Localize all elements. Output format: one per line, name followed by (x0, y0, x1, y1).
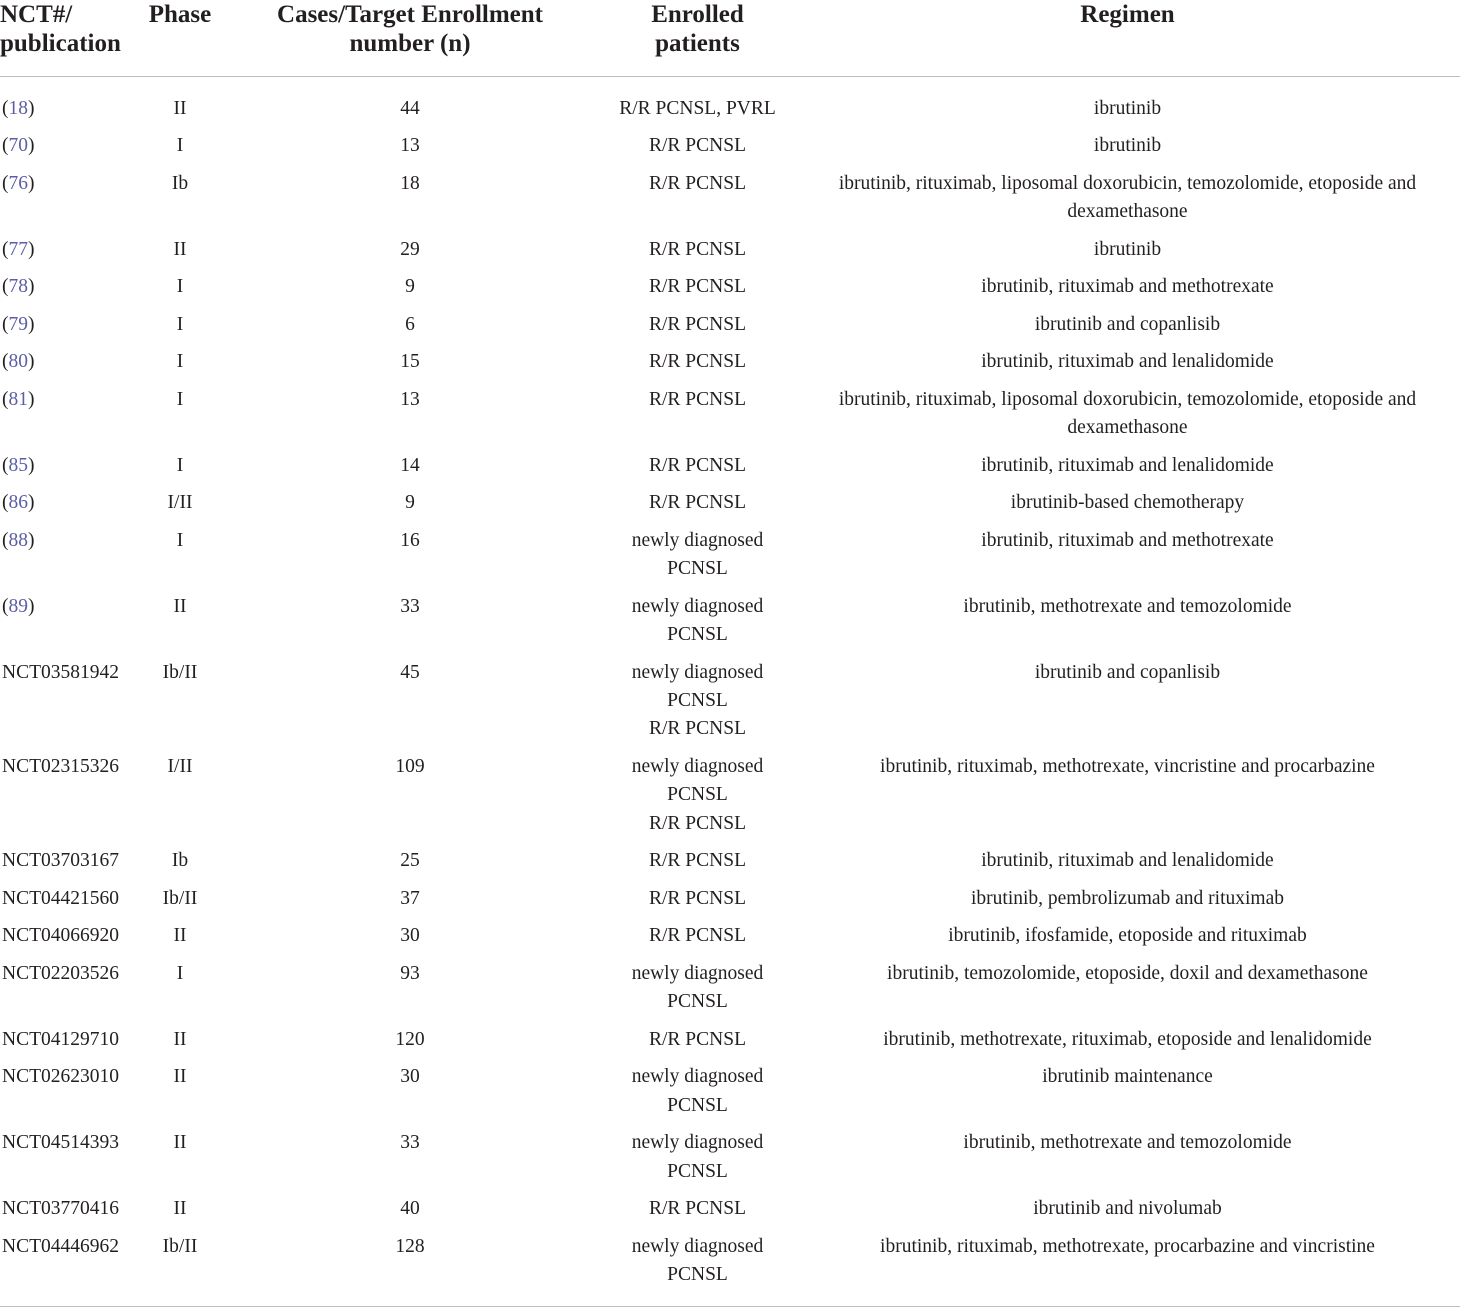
cell-phase: Ib/II (162, 1235, 198, 1257)
enrolled-patients-line: R/R PCNSL (649, 238, 746, 260)
ref-close-paren: ) (28, 276, 35, 298)
cell-regimen (795, 77, 1460, 133)
ref-close-paren: ) (28, 351, 35, 373)
cell-cases: 109 (395, 756, 425, 777)
nct-number: NCT04421560 (2, 887, 119, 909)
table-row (0, 593, 1460, 659)
regimen-line: ibrutinib, rituximab and lenalidomide (981, 850, 1274, 872)
table-row (0, 1195, 1460, 1233)
cell-nct-publication (0, 1063, 140, 1129)
cell-regimen (795, 132, 1460, 170)
regimen-line: ibrutinib, methotrexate and temozolomide (963, 1132, 1292, 1154)
cell-phase: II (173, 238, 187, 260)
table-row (0, 1063, 1460, 1129)
enrolled-patients-line: R/R PCNSL (649, 850, 746, 872)
cell-nct-publication[interactable] (0, 527, 140, 593)
regimen-line: ibrutinib and nivolumab (1033, 1198, 1222, 1220)
cell-nct-publication[interactable] (0, 348, 140, 386)
enrolled-patients-line: R/R PCNSL (649, 313, 746, 335)
enrolled-patients-line: PCNSL (667, 1160, 728, 1182)
ref-close-paren: ) (28, 313, 35, 335)
table-bottom-rule (0, 1306, 1460, 1307)
cell-phase: Ib/II (162, 887, 198, 909)
reference-link[interactable]: 79 (8, 313, 28, 335)
enrolled-patients-line: newly diagnosed (631, 1132, 764, 1154)
cell-cases: 44 (400, 97, 420, 119)
cell-enrolled-patients (600, 1063, 795, 1129)
nct-number: NCT02203526 (2, 962, 119, 984)
cell-cases: 30 (400, 1066, 420, 1088)
ref-close-paren: ) (28, 492, 35, 514)
cell-regimen (795, 753, 1460, 847)
enrolled-patients-line: PCNSL (667, 784, 728, 806)
cell-cases: 33 (400, 595, 420, 617)
cell-cases: 9 (405, 492, 415, 514)
ref-open-paren: ( (2, 388, 9, 410)
regimen-line: ibrutinib, methotrexate and temozolomide (963, 595, 1292, 617)
ref-open-paren: ( (2, 454, 9, 476)
cell-regimen (795, 273, 1460, 311)
table-row (0, 1129, 1460, 1195)
cell-regimen (795, 170, 1460, 236)
cell-nct-publication[interactable] (0, 593, 140, 659)
cell-regimen (795, 348, 1460, 386)
cell-regimen (795, 847, 1460, 885)
table-row (0, 452, 1460, 490)
table-row (0, 753, 1460, 847)
table-row (0, 273, 1460, 311)
regimen-line: ibrutinib (1093, 135, 1162, 157)
enrolled-patients-line: PCNSL (667, 558, 728, 580)
regimen-line: ibrutinib, rituximab and methotrexate (981, 530, 1274, 552)
cell-enrolled-patients (600, 960, 795, 1026)
cell-enrolled-patients (600, 236, 795, 274)
enrolled-patients-line: R/R PCNSL (649, 887, 746, 909)
nct-number: NCT04066920 (2, 925, 119, 947)
ref-close-paren: ) (28, 595, 35, 617)
enrolled-patients-line: newly diagnosed (631, 756, 764, 777)
cell-cases: 128 (395, 1235, 425, 1257)
cell-phase: Ib/II (162, 661, 198, 683)
ref-close-paren: ) (28, 530, 35, 552)
regimen-line: ibrutinib, rituximab and methotrexate (981, 276, 1274, 298)
cell-nct-publication (0, 960, 140, 1026)
table-row (0, 348, 1460, 386)
header-row (0, 0, 1460, 77)
cell-phase: I/II (167, 492, 193, 514)
nct-number: NCT03703167 (2, 850, 119, 872)
cell-regimen (795, 527, 1460, 593)
table-row (0, 132, 1460, 170)
nct-number: NCT02315326 (2, 756, 119, 777)
ref-open-paren: ( (2, 238, 9, 260)
enrolled-patients-line: R/R PCNSL (649, 1028, 746, 1050)
enrolled-patients-line: R/R PCNSL (649, 454, 746, 476)
table-header (0, 0, 1460, 77)
reference-link[interactable]: 78 (8, 276, 28, 298)
cell-nct-publication (0, 1026, 140, 1064)
table-row (0, 489, 1460, 527)
nct-number: NCT04446962 (2, 1235, 119, 1257)
cell-cases: 29 (400, 238, 420, 260)
cell-phase: II (173, 925, 187, 947)
header-enrolled-patients: Enrolled patients (600, 0, 795, 77)
enrolled-patients-line: newly diagnosed (631, 962, 764, 984)
cell-enrolled-patients (600, 452, 795, 490)
ref-open-paren: ( (2, 351, 9, 373)
cell-cases: 37 (400, 887, 420, 909)
cell-enrolled-patients (600, 753, 795, 847)
regimen-line: ibrutinib, rituximab, liposomal doxorubicin, temozolomide, etoposide and (838, 172, 1417, 194)
table-row (0, 847, 1460, 885)
table-row (0, 1233, 1460, 1300)
cell-cases: 16 (400, 530, 420, 552)
cell-phase: II (173, 595, 187, 617)
cell-cases: 6 (405, 313, 415, 335)
regimen-line: ibrutinib, methotrexate, rituximab, etoposide and lenalidomide (883, 1028, 1372, 1050)
cell-phase: I (176, 351, 184, 373)
enrolled-patients-line: PCNSL (667, 624, 728, 646)
table-row (0, 659, 1460, 753)
reference-link[interactable]: 88 (8, 530, 28, 552)
cell-nct-publication (0, 1129, 140, 1195)
cell-enrolled-patients (600, 170, 795, 236)
cell-regimen (795, 593, 1460, 659)
enrolled-patients-line: newly diagnosed (631, 1235, 764, 1257)
cell-phase: I (176, 276, 184, 298)
reference-link[interactable]: 70 (8, 135, 28, 157)
regimen-line: ibrutinib and copanlisib (1034, 313, 1221, 335)
cell-phase: Ib (171, 850, 189, 872)
enrolled-patients-line: newly diagnosed (631, 530, 764, 552)
cell-cases: 25 (400, 850, 420, 872)
cell-nct-publication[interactable] (0, 489, 140, 527)
cell-phase: I (176, 962, 184, 984)
nct-number: NCT04129710 (2, 1028, 119, 1050)
enrolled-patients-line: R/R PCNSL (649, 925, 746, 947)
regimen-line: ibrutinib, rituximab and lenalidomide (981, 351, 1274, 373)
table-body (0, 77, 1460, 1300)
header-regimen: Regimen (795, 0, 1460, 77)
cell-cases: 30 (400, 925, 420, 947)
cell-phase: I (176, 313, 184, 335)
cell-regimen (795, 1195, 1460, 1233)
regimen-line: ibrutinib, temozolomide, etoposide, doxil and dexamethasone (887, 962, 1368, 984)
enrolled-patients-line: PCNSL (667, 1094, 728, 1116)
cell-nct-publication (0, 885, 140, 923)
cell-cases: 120 (395, 1028, 425, 1050)
cell-cases: 18 (400, 172, 420, 194)
cell-regimen (795, 885, 1460, 923)
enrolled-patients-line: R/R PCNSL (649, 276, 746, 298)
cell-nct-publication (0, 922, 140, 960)
cell-enrolled-patients (600, 1129, 795, 1195)
nct-number: NCT02623010 (2, 1066, 119, 1088)
cell-phase: I (176, 135, 184, 157)
enrolled-patients-line: R/R PCNSL (649, 718, 746, 740)
enrolled-patients-line: newly diagnosed (631, 595, 764, 617)
cell-phase: I (176, 388, 184, 410)
header-phase: Phase (140, 0, 220, 77)
cell-nct-publication[interactable] (0, 170, 140, 236)
cell-regimen (795, 311, 1460, 349)
cell-enrolled-patients (600, 1233, 795, 1300)
ref-open-paren: ( (2, 313, 9, 335)
cell-regimen (795, 1026, 1460, 1064)
regimen-line: dexamethasone (1067, 200, 1188, 222)
cell-enrolled-patients (600, 348, 795, 386)
ref-close-paren: ) (28, 238, 35, 260)
regimen-line: dexamethasone (1067, 417, 1188, 439)
table-row (0, 527, 1460, 593)
cell-enrolled-patients (600, 1195, 795, 1233)
header-nct-publication: NCT#/ publication (0, 0, 140, 77)
enrolled-patients-line: R/R PCNSL (649, 1198, 746, 1220)
table-row (0, 1026, 1460, 1064)
regimen-line: ibrutinib, rituximab, methotrexate, vincristine and procarbazine (880, 756, 1375, 777)
ref-open-paren: ( (2, 492, 9, 514)
cell-nct-publication[interactable] (0, 452, 140, 490)
cell-cases: 33 (400, 1132, 420, 1154)
table-row (0, 77, 1460, 133)
enrolled-patients-line: R/R PCNSL (649, 388, 746, 410)
regimen-line: ibrutinib, ifosfamide, etoposide and rituximab (948, 925, 1307, 947)
enrolled-patients-line: R/R PCNSL (649, 135, 746, 157)
cell-enrolled-patients (600, 593, 795, 659)
cell-nct-publication[interactable] (0, 77, 140, 133)
ref-open-paren: ( (2, 595, 9, 617)
cell-cases: 14 (400, 454, 420, 476)
ref-open-paren: ( (2, 97, 9, 119)
enrolled-patients-line: newly diagnosed (631, 1066, 764, 1088)
cell-enrolled-patients (600, 922, 795, 960)
cell-nct-publication[interactable] (0, 273, 140, 311)
cell-nct-publication (0, 1233, 140, 1300)
cell-phase: I (176, 454, 184, 476)
enrolled-patients-line: newly diagnosed (631, 661, 764, 683)
ref-close-paren: ) (28, 454, 35, 476)
cell-cases: 9 (405, 276, 415, 298)
cell-enrolled-patients (600, 1026, 795, 1064)
cell-regimen (795, 489, 1460, 527)
enrolled-patients-line: PCNSL (667, 1264, 728, 1286)
regimen-line: ibrutinib (1093, 238, 1162, 260)
cell-cases: 13 (400, 135, 420, 157)
cell-phase: I/II (167, 756, 193, 777)
enrolled-patients-line: PCNSL (667, 991, 728, 1013)
cell-phase: II (173, 1198, 187, 1220)
cell-enrolled-patients (600, 273, 795, 311)
enrolled-patients-line: R/R PCNSL, PVRL (619, 97, 776, 119)
ref-open-paren: ( (2, 276, 9, 298)
cell-enrolled-patients (600, 132, 795, 170)
cell-regimen (795, 960, 1460, 1026)
cell-nct-publication (0, 659, 140, 753)
cell-enrolled-patients (600, 885, 795, 923)
enrolled-patients-line: PCNSL (667, 690, 728, 712)
cell-enrolled-patients (600, 527, 795, 593)
ref-open-paren: ( (2, 172, 9, 194)
regimen-line: ibrutinib maintenance (1042, 1066, 1213, 1088)
enrolled-patients-line: R/R PCNSL (649, 172, 746, 194)
cell-enrolled-patients (600, 386, 795, 452)
cell-enrolled-patients (600, 847, 795, 885)
cell-cases: 13 (400, 388, 420, 410)
regimen-line: ibrutinib and copanlisib (1034, 661, 1221, 683)
cell-nct-publication[interactable] (0, 132, 140, 170)
cell-regimen (795, 922, 1460, 960)
table-row (0, 311, 1460, 349)
reference-link[interactable]: 85 (8, 454, 28, 476)
reference-link[interactable]: 18 (8, 97, 28, 119)
cell-nct-publication (0, 1195, 140, 1233)
ref-close-paren: ) (28, 172, 35, 194)
regimen-line: ibrutinib, rituximab, liposomal doxorubicin, temozolomide, etoposide and (838, 388, 1417, 410)
cell-phase: II (173, 1028, 187, 1050)
cell-enrolled-patients (600, 489, 795, 527)
nct-number: NCT03581942 (2, 661, 119, 683)
ref-close-paren: ) (28, 135, 35, 157)
enrolled-patients-line: R/R PCNSL (649, 492, 746, 514)
cell-nct-publication[interactable] (0, 311, 140, 349)
nct-number: NCT03770416 (2, 1198, 119, 1220)
cell-cases: 93 (400, 962, 420, 984)
regimen-line: ibrutinib, rituximab and lenalidomide (981, 454, 1274, 476)
cell-nct-publication[interactable] (0, 386, 140, 452)
cell-nct-publication[interactable] (0, 236, 140, 274)
cell-cases: 40 (400, 1198, 420, 1220)
ref-open-paren: ( (2, 530, 9, 552)
enrolled-patients-line: R/R PCNSL (649, 812, 746, 834)
table-row (0, 236, 1460, 274)
enrolled-patients-line: R/R PCNSL (649, 351, 746, 373)
reference-link[interactable]: 81 (8, 388, 28, 410)
reference-link[interactable]: 77 (8, 238, 28, 260)
reference-link[interactable]: 86 (8, 492, 28, 514)
cell-enrolled-patients (600, 659, 795, 753)
regimen-line: ibrutinib, rituximab, methotrexate, procarbazine and vincristine (880, 1235, 1375, 1257)
reference-link[interactable]: 80 (8, 351, 28, 373)
cell-enrolled-patients (600, 311, 795, 349)
table-row (0, 386, 1460, 452)
table-row (0, 170, 1460, 236)
header-cases-target-enrollment: Cases/Target Enrollment number (n) (220, 0, 600, 77)
regimen-line: ibrutinib (1093, 97, 1162, 119)
ref-close-paren: ) (28, 388, 35, 410)
cell-cases: 15 (400, 351, 420, 373)
cell-cases: 45 (400, 661, 420, 683)
reference-link[interactable]: 89 (8, 595, 28, 617)
cell-regimen (795, 1063, 1460, 1129)
cell-phase: II (173, 97, 187, 119)
cell-phase: II (173, 1066, 187, 1088)
cell-regimen (795, 1233, 1460, 1300)
ref-close-paren: ) (28, 97, 35, 119)
table-row (0, 960, 1460, 1026)
cell-phase: II (173, 1132, 187, 1154)
cell-phase: I (176, 530, 184, 552)
cell-regimen (795, 1129, 1460, 1195)
cell-regimen (795, 386, 1460, 452)
cell-regimen (795, 659, 1460, 753)
regimen-line: ibrutinib-based chemotherapy (1010, 492, 1245, 514)
ref-open-paren: ( (2, 135, 9, 157)
cell-nct-publication (0, 753, 140, 847)
cell-phase: Ib (171, 172, 189, 194)
cell-enrolled-patients (600, 77, 795, 133)
cell-regimen (795, 236, 1460, 274)
reference-link[interactable]: 76 (8, 172, 28, 194)
table-row (0, 922, 1460, 960)
cell-nct-publication (0, 847, 140, 885)
table-row (0, 885, 1460, 923)
cell-regimen (795, 452, 1460, 490)
nct-number: NCT04514393 (2, 1132, 119, 1154)
regimen-line: ibrutinib, pembrolizumab and rituximab (970, 887, 1285, 909)
